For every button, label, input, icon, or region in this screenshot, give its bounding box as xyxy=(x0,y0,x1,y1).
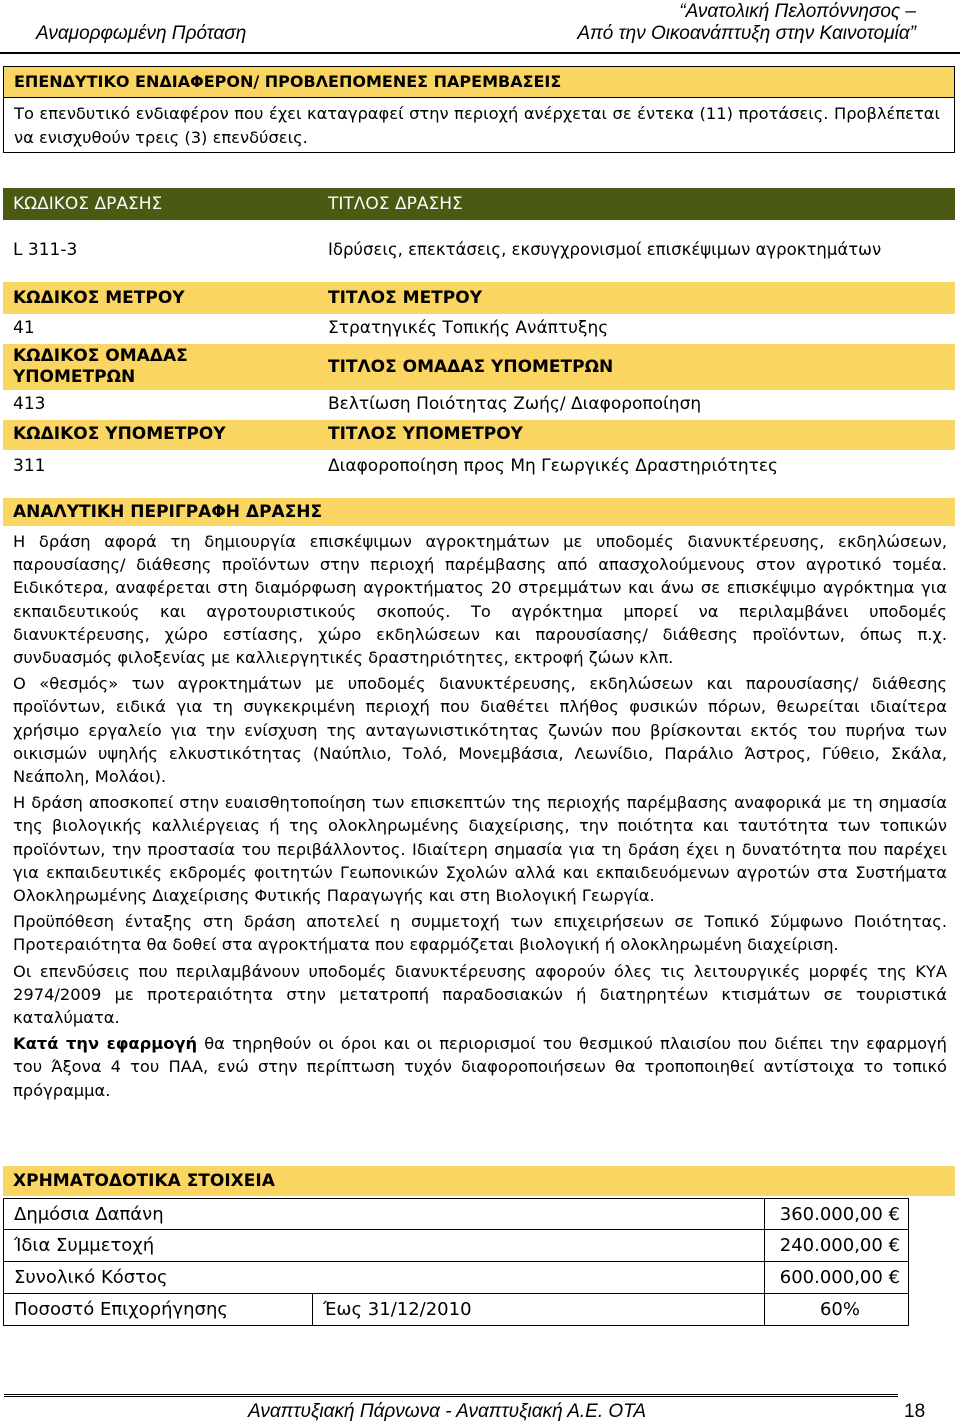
investment-interest-title: ΕΠΕΝΔΥΤΙΚΟ ΕΝΔΙΑΦΕΡΟΝ/ ΠΡΟΒΛΕΠΟΜΕΝΕΣ ΠΑΡΕΜΒΑΣΕΙΣ xyxy=(4,67,954,98)
submeasure-header-row xyxy=(3,420,955,450)
action-code-label: ΚΩΔΙΚΟΣ ΔΡΑΣΗΣ xyxy=(13,194,163,214)
investment-interest-box xyxy=(3,66,955,153)
measure-code: 41 xyxy=(13,318,35,338)
description-paragraph-5: Οι επενδύσεις που περιλαμβάνουν υποδομές διανυκτέρευσης αφορούν όλες τις λειτουργικές μορφές της ΚΥΑ 2974/2009 με προτεραιότητα στην μετατροπή παραδοσιακών ή διατηρητέων κτισμάτων σε τουριστικά καταλύματα. xyxy=(13,961,947,1028)
action-code: L 311-3 xyxy=(13,240,78,260)
public-expense-label: Δημόσια Δαπάνη xyxy=(3,1198,765,1230)
header-left-title: Αναμορφωμένη Πρόταση xyxy=(36,23,247,44)
action-info-table xyxy=(3,188,955,500)
own-contribution-label: Ίδια Συμμετοχή xyxy=(3,1229,765,1262)
measure-title-label: ΤΙΤΛΟΣ ΜΕΤΡΟΥ xyxy=(328,288,483,308)
investment-interest-text: Το επενδυτικό ενδιαφέρον που έχει καταγραφεί στην περιοχή ανέρχεται σε έντεκα (11) προτάσεις. Προβλέπεται να ενισχυθούν τρεις (3) επενδύσεις. xyxy=(14,104,940,147)
total-cost-value: 600.000,00 € xyxy=(764,1261,909,1294)
group-code-label xyxy=(13,346,188,388)
group-title-label: ΤΙΤΛΟΣ ΟΜΑΔΑΣ ΥΠΟΜΕΤΡΩΝ xyxy=(328,357,614,377)
footer-text: Αναπτυξιακή Πάρνωνα - Αναπτυξιακή Α.Ε. ΟΤΑ xyxy=(248,1401,647,1422)
description-paragraph-6 xyxy=(13,1032,947,1102)
page-header xyxy=(0,0,960,54)
description-paragraph-1: Η δράση αφορά τη δημιουργία επισκέψιμων αγροκτημάτων με υποδομές διανυκτέρευσης, εκδηλώσεων, παρουσίασης/ διάθεσης προϊόντων στην περιοχή παρέμβασης από απασχολούμενους στον αγροτικό τομέα. Ειδικότερα, αναφέρεται στη διαμόρφωση αγροκτήματος 20 στρεμμάτων και άνω σε επισκέψιμο αγρόκτημα για εκπαιδευτικούς και αγροτουριστικούς σκοπούς. Το αγρόκτημα μπορεί να περιλαμβάνει υποδομές διανυκτέρευσης, χώρο εστίασης, χώρο εκδηλώσεων και παρουσίασης/ διάθεσης προϊόντων, όπως π.χ. συνδυασμός φιλοξενίας με καλλιεργητικές δραστηριότητες, εκτροφή ζώων κλπ. xyxy=(13,532,947,668)
group-code-label-line1: ΚΩΔΙΚΟΣ ΟΜΑΔΑΣ xyxy=(13,346,188,366)
implementation-bold-label: Κατά την εφαρμογή xyxy=(13,1034,198,1054)
own-contribution-value: 240.000,00 € xyxy=(764,1229,909,1262)
grant-rate-period: Έως 31/12/2010 xyxy=(312,1293,765,1326)
header-right-title-line1: “Ανατολική Πελοπόννησος – xyxy=(679,1,916,22)
implementation-text: θα τηρηθούν οι όροι και οι περιορισμοί του θεσμικού πλαισίου που διέπει την εφαρμογή του Άξονα 4 του ΠΑΑ, ενώ στην περίπτωση τυχόν διαφοροποιήσεων θα τροποποιηθεί αντίστοιχα το τοπικό πρόγραμμα. xyxy=(13,1034,947,1100)
measure-title: Στρατηγικές Τοπικής Ανάπτυξης xyxy=(328,318,609,338)
group-code-label-line2: ΥΠΟΜΕΤΡΩΝ xyxy=(13,367,136,387)
description-paragraph-4: Προϋπόθεση ένταξης στη δράση αποτελεί η συμμετοχή των επιχειρήσεων σε Τοπικό Σύμφωνο Ποιότητας. Προτεραιότητα θα δοθεί στα αγροκτήματα που εφαρμόζεται βιολογική ή ολοκληρωμένη διαχείριση. xyxy=(13,912,947,955)
financial-heading: ΧΡΗΜΑΤΟΔΟΤΙΚΑ ΣΤΟΙΧΕΙΑ xyxy=(3,1166,955,1196)
group-header-row xyxy=(3,344,955,390)
submeasure-code-label: ΚΩΔΙΚΟΣ ΥΠΟΜΕΤΡΟΥ xyxy=(13,424,226,444)
total-cost-label: Συνολικό Κόστος xyxy=(3,1261,765,1294)
submeasure-title-label: ΤΙΤΛΟΣ ΥΠΟΜΕΤΡΟΥ xyxy=(328,424,523,444)
measure-value-row xyxy=(3,314,955,344)
action-title: Ιδρύσεις, επεκτάσεις, εκσυγχρονισμοί επισκέψιμων αγροκτημάτων xyxy=(328,240,882,259)
measure-header-row xyxy=(3,282,955,314)
submeasure-code: 311 xyxy=(13,456,46,476)
page-number: 18 xyxy=(904,1401,926,1422)
header-right-title-line2: Από την Οικοανάπτυξη στην Καινοτομία” xyxy=(577,23,916,44)
description-heading: ΑΝΑΛΥΤΙΚΗ ΠΕΡΙΓΡΑΦΗ ΔΡΑΣΗΣ xyxy=(3,498,955,526)
submeasure-value-row xyxy=(3,450,955,482)
grant-rate-label: Ποσοστό Επιχορήγησης xyxy=(3,1293,313,1326)
group-title: Βελτίωση Ποιότητας Ζωής/ Διαφοροποίηση xyxy=(328,394,702,414)
action-title-label: ΤΙΤΛΟΣ ΔΡΑΣΗΣ xyxy=(328,194,463,214)
grant-rate-value: 60% xyxy=(764,1293,909,1326)
description-paragraph-2: Ο «θεσμός» των αγροκτημάτων με υποδομές διανυκτέρευσης, εκδηλώσεων και παρουσίασης/ διάθεσης προϊόντων, ειδικά για τη συγκεκριμένη περιοχή που διαθέτει πλήθος φυσικών πόρων, θεωρείται ιδιαίτερα χρήσιμο εργαλείο για την ενίσχυση της ανταγωνιστικότητας ζωνών που βρίσκονται εκτός του πυρήνα των οικισμών υψηλής ελκυστικότητας (Ναύπλιο, Τολό, Μονεμβάσια, Λεωνίδιο, Παράλιο Άστρος, Γύθειο, Σκάλα, Νεάπολη, Μολάοι). xyxy=(13,674,947,787)
measure-code-label: ΚΩΔΙΚΟΣ ΜΕΤΡΟΥ xyxy=(13,288,185,308)
submeasure-title: Διαφοροποίηση προς Μη Γεωργικές Δραστηριότητες xyxy=(328,456,779,476)
action-value-row xyxy=(3,220,955,282)
group-code: 413 xyxy=(13,394,46,414)
description-body xyxy=(3,526,955,1102)
action-header-row xyxy=(3,188,955,220)
group-value-row xyxy=(3,390,955,420)
footer-divider xyxy=(4,1394,898,1397)
description-paragraph-3: Η δράση αποσκοπεί στην ευαισθητοποίηση των επισκεπτών της περιοχής παρέμβασης αναφορικά με τη σημασία της βιολογικής καλλιέργειας ή της ολοκληρωμένης διαχείρισης, την ποιότητα και ταυτότητα των τοπικών προϊόντων, την προστασία του περιβάλλοντος. Ιδιαίτερη σημασία για τη δράση έχει η δυνατότητα που παρέχει για εκπαιδευτικές εκδρομές φοιτητών Γεωπονικών Σχολών αλλά και εκπαιδευόμενων αγροτών στα Συστήματα Ολοκληρωμένης Διαχείρισης Φυτικής Παραγωγής και στη Βιολογική Γεωργία. xyxy=(13,793,947,906)
public-expense-value: 360.000,00 € xyxy=(764,1198,909,1230)
financial-table xyxy=(3,1198,955,1330)
